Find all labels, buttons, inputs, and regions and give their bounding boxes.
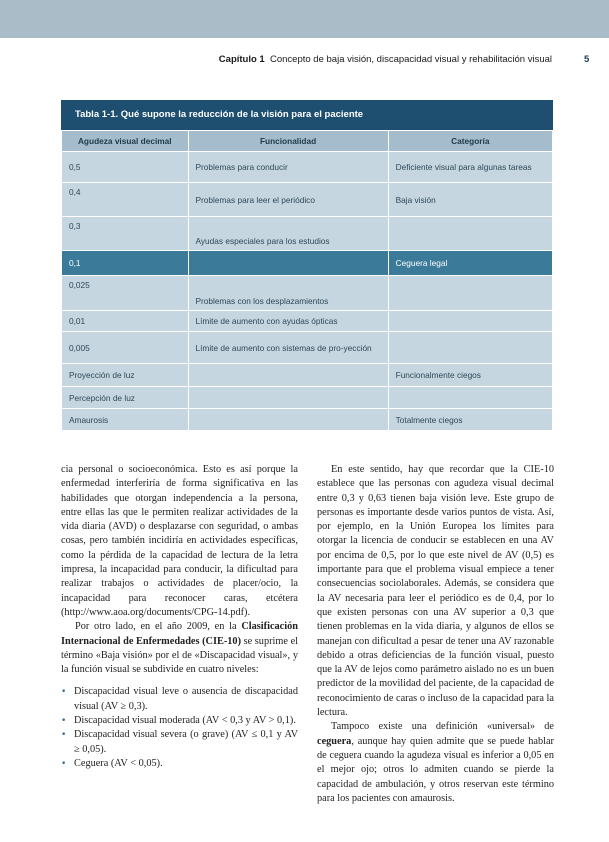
list-item: [61, 714, 298, 728]
chapter-label: Capítulo 1: [218, 54, 265, 65]
bullet-list: [61, 685, 298, 771]
table-cell: [388, 217, 552, 251]
header-cell-acuity: Agudeza visual decimal: [62, 131, 189, 152]
table-cell: Amaurosis: [62, 409, 189, 431]
table-header-row: [62, 131, 553, 152]
table-cell: Percepción de luz: [62, 387, 189, 409]
table-cell: [188, 409, 388, 431]
list-item-text: Ceguera (AV < 0,05).: [74, 757, 163, 769]
table-cell: Baja visión: [388, 183, 552, 217]
table-row: [62, 152, 553, 183]
list-item-text: Discapacidad visual severa (o grave) (AV ≤ 0,1 y AV ≥ 0,05).: [74, 729, 298, 755]
table-cell: Ceguera legal: [388, 251, 552, 276]
table-cell: [388, 332, 552, 364]
table-row-highlight: [62, 251, 553, 276]
header-cell-function: Funcionalidad: [188, 131, 388, 152]
table-cell: [388, 311, 552, 332]
right-column: [317, 463, 554, 806]
bold-term: ceguera: [317, 735, 352, 747]
table-cell: Problemas para conducir: [188, 152, 388, 183]
table-cell: 0,005: [62, 332, 189, 364]
running-header: [219, 54, 552, 65]
table-cell: [188, 251, 388, 276]
text-run: se suprime el término «Baja visión» por el de «Discapacidad visual», y la función visual se subdivide en cuatro niveles:: [61, 635, 298, 676]
table-cell: Problemas para leer el periódico: [188, 183, 388, 217]
table-cell: [188, 387, 388, 409]
table-cell: 0,01: [62, 311, 189, 332]
table-row: [62, 364, 553, 387]
list-item: [61, 685, 298, 714]
bullet-icon: •: [61, 758, 67, 769]
table-1-1: [61, 100, 553, 431]
table-cell: 0,3: [62, 217, 189, 251]
table-row: [62, 311, 553, 332]
paragraph: [61, 620, 298, 677]
table-cell: [388, 276, 552, 311]
list-item-text: Discapacidad visual moderada (AV < 0,3 y AV > 0,1).: [74, 715, 296, 727]
table-row: [62, 387, 553, 409]
header-cell-category: Categoría: [388, 131, 552, 152]
table-cell: Ayudas especiales para los estudios: [188, 217, 388, 251]
paragraph: [317, 720, 554, 806]
text-run: Tampoco existe una definición «universal» de: [331, 721, 554, 733]
table-row: [62, 276, 553, 311]
table-cell: Deficiente visual para algunas tareas: [388, 152, 552, 183]
paragraph: En este sentido, hay que recordar que la CIE-10 establece que las personas con agudeza visual decimal entre 0,3 y 0,63 tienen baja visión leve. Este grupo de personas es importante desde varios puntos de vista. Así, por ejemplo, en la Unión Europea los límites para otorgar la licencia de conducir se establecen en una AV por encima de 0,5, por lo que este nivel de AV (0,5) es importante para que el problema visual empiece a tener consecuencias sociolaborales. Además, se considera que la AV necesaria para leer el periódico es de 0,4, por lo que existen personas con una AV superior a 0,3 que tienen problemas en la vida diaria, y algunos de ellos se manejan con dificultad a pesar de tener una AV razonable debido a otras deficiencias de la función visual, puesto que la AV de lejos como parámetro aislado no es un buen predictor de la movilidad del paciente, de la capacidad de reconocimiento de caras o incluso de la capacidad para la lectura.: [317, 464, 554, 719]
table-row: [62, 183, 553, 217]
table-row: [62, 409, 553, 431]
table-cell: [388, 387, 552, 409]
table-cell: 0,1: [62, 251, 189, 276]
table-row: [62, 332, 553, 364]
table-cell: Totalmente ciegos: [388, 409, 552, 431]
list-item: [61, 757, 298, 771]
page-number: 5: [584, 54, 590, 65]
bullet-icon: •: [61, 730, 67, 741]
list-item-text: Discapacidad visual leve o ausencia de discapacidad visual (AV ≥ 0,3).: [74, 686, 298, 712]
table-row: [62, 217, 553, 251]
table-cell: Límite de aumento con sistemas de pro-yección: [188, 332, 388, 364]
text-run: Por otro lado, en el año 2009, en la: [75, 621, 242, 633]
bullet-icon: •: [61, 687, 67, 698]
table-title: Tabla 1-1. Qué supone la reducción de la visión para el paciente: [61, 100, 553, 130]
paragraph: cia personal o socioeconómica. Esto es así porque la enfermedad interferiría de forma significativa en las habilidades que otorgan independencia a la persona, entre ellas las que le permiten realizar actividades de la vida diaria (AVD) o desplazarse con seguridad, o ambas cosas, pero también incidiría en actividades específicas, como la pérdida de la capacidad de lectura de la letra impresa, la incapacidad para conducir, la dificultad para realizar trabajos o actividades de placer/ocio, la incapacidad para reconocer caras, etcétera (http://www.aoa.org/documents/CPG-14.pdf).: [61, 464, 298, 618]
bullet-icon: •: [61, 716, 67, 727]
table-cell: Problemas con los desplazamientos: [188, 276, 388, 311]
vision-table: [61, 130, 553, 431]
left-column: [61, 463, 298, 771]
text-run: , aunque hay quien admite que se puede hablar de ceguera cuando la agudeza visual es inferior a 0,05 en el mejor ojo; otros lo admiten cuando se pierde la capacidad de ambulación, y otros reservan este término para los pacientes con amaurosis.: [317, 735, 554, 804]
top-color-band: [0, 0, 609, 38]
list-item: [61, 728, 298, 757]
table-cell: [188, 364, 388, 387]
table-cell: Proyección de luz: [62, 364, 189, 387]
table-cell: 0,025: [62, 276, 189, 311]
table-cell: Límite de aumento con ayudas ópticas: [188, 311, 388, 332]
table-cell: 0,4: [62, 183, 189, 217]
table-cell: 0,5: [62, 152, 189, 183]
chapter-title: Concepto de baja visión, discapacidad visual y rehabilitación visual: [270, 54, 552, 65]
bold-term: Clasificación Internacional de Enfermedades (CIE-10): [61, 621, 298, 647]
table-cell: Funcionalmente ciegos: [388, 364, 552, 387]
